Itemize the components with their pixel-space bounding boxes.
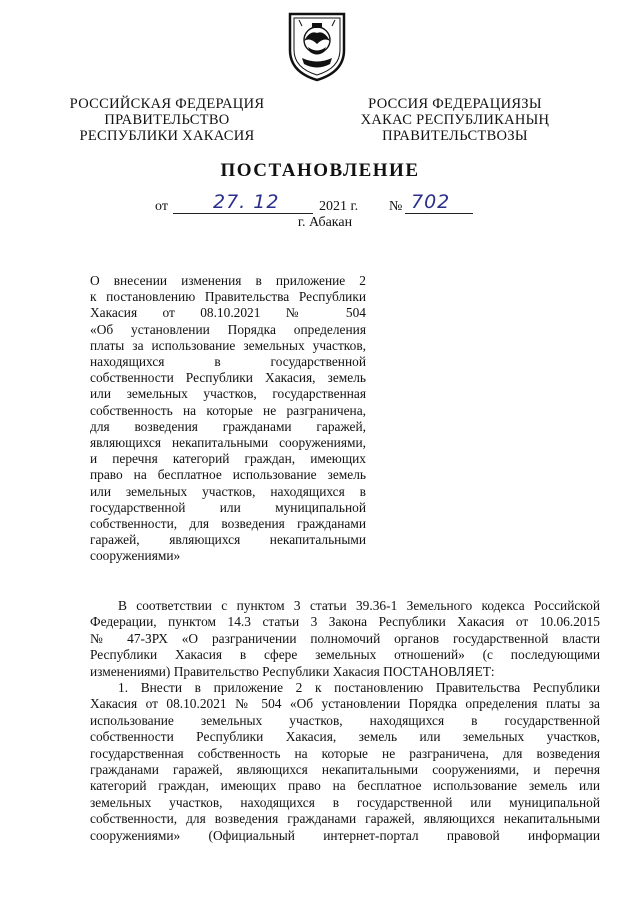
body-line: № 47-ЗРХ «О разграничении полномочий органов государственной власти — [90, 630, 600, 646]
subject-line: к постановлению Правительства Республики — [90, 289, 366, 305]
body-line: государственная собственность на которые не разграничена, для возведения — [90, 745, 600, 761]
body-line: собственности Республики Хакасия, земель или земельных участков, — [90, 729, 600, 745]
subject-line: являющихся некапитальными сооружениями, — [90, 435, 366, 451]
header-left-line: РОССИЙСКАЯ ФЕДЕРАЦИЯ — [69, 96, 265, 112]
handwritten-number: 702 — [411, 191, 451, 213]
body-line: Федерации, пунктом 14.3 статьи 3 Закона Республики Хакасия от 10.06.2015 — [90, 614, 600, 630]
subject-line: собственности, для возведения гражданами — [90, 516, 366, 532]
header-right — [350, 96, 560, 144]
city: г. Абакан — [297, 215, 353, 230]
body-line: изменениями) Правительство Республики Хакасия ПОСТАНОВЛЯЕТ: — [90, 663, 495, 679]
header-right-line: ПРАВИТЕЛЬСТВОЗЫ — [382, 128, 528, 144]
subject-line: О внесении изменения в приложение 2 — [90, 273, 366, 288]
year-label: 2021 г. — [319, 199, 359, 214]
subject-line: находящихся в государственной — [90, 354, 366, 370]
subject-line: сооружениями» — [90, 548, 181, 564]
header-left — [62, 96, 272, 144]
body-line: земельных участков, находящихся в государственной или муниципальной — [90, 794, 600, 810]
body-line: Республики Хакасия в сфере земельных отношений» (с последующими — [90, 647, 600, 663]
number-label: № — [389, 199, 403, 214]
from-label: от — [155, 199, 168, 214]
header-right-line: ХАКАС РЕСПУБЛИКАНЫҢ — [360, 112, 550, 128]
subject-line: платы за использование земельных участков, — [90, 337, 366, 353]
date-number-line — [155, 191, 485, 217]
handwritten-date: 27. 12 — [213, 191, 280, 213]
document-title: ПОСТАНОВЛЕНИЕ — [220, 160, 420, 181]
subject-line: или земельных участков, государственная — [90, 386, 366, 402]
subject-line: собственности Республики Хакасия, земель — [90, 370, 366, 386]
body-line: гражданами гаражей, являющихся некапитальными сооружениями, и перечня — [90, 762, 600, 778]
date-underline — [173, 213, 313, 214]
header-right-line: РОССИЯ ФЕДЕРАЦИЯЗЫ — [368, 96, 542, 112]
header-left-line: РЕСПУБЛИКИ ХАКАСИЯ — [79, 128, 255, 144]
header-left-line: ПРАВИТЕЛЬСТВО — [104, 112, 230, 128]
body-line: сооружениями» (Официальный интернет-портал правовой информации — [90, 827, 600, 843]
subject-line: Хакасия от 08.10.2021 № 504 — [90, 305, 366, 321]
body-text — [90, 598, 600, 844]
body-line: Хакасия от 08.10.2021 № 504 «Об установлении Порядка определения платы за — [90, 696, 600, 712]
body-line: 1. Внести в приложение 2 к постановлению Правительства Республики — [118, 680, 600, 696]
body-line: использование земельных участков, находящихся в государственной — [90, 712, 600, 728]
subject-line: государственной или муниципальной — [90, 499, 366, 515]
number-underline — [405, 213, 473, 214]
body-line: собственности, для возведения гражданами гаражей, являющихся некапитальными — [90, 811, 600, 827]
body-line: В соответствии с пунктом 3 статьи 39.36-1 Земельного кодекса Российской — [118, 598, 600, 613]
subject-line: гаражей, являющихся некапитальными — [90, 532, 366, 548]
subject-line: для возведения гражданами гаражей, — [90, 418, 366, 434]
subject-line: и перечня категорий граждан, имеющих — [90, 451, 366, 467]
subject-line: или земельных участков, находящихся в — [90, 483, 366, 499]
subject-block — [90, 273, 366, 565]
subject-line: собственность на которые не разграничена, — [90, 402, 366, 418]
subject-line: право на бесплатное использование земель — [90, 467, 366, 483]
body-line: категорий граждан, имеющих право на бесплатное использование земель или — [90, 778, 600, 794]
subject-line: «Об установлении Порядка определения — [90, 321, 366, 337]
coat-of-arms-icon — [284, 10, 350, 82]
